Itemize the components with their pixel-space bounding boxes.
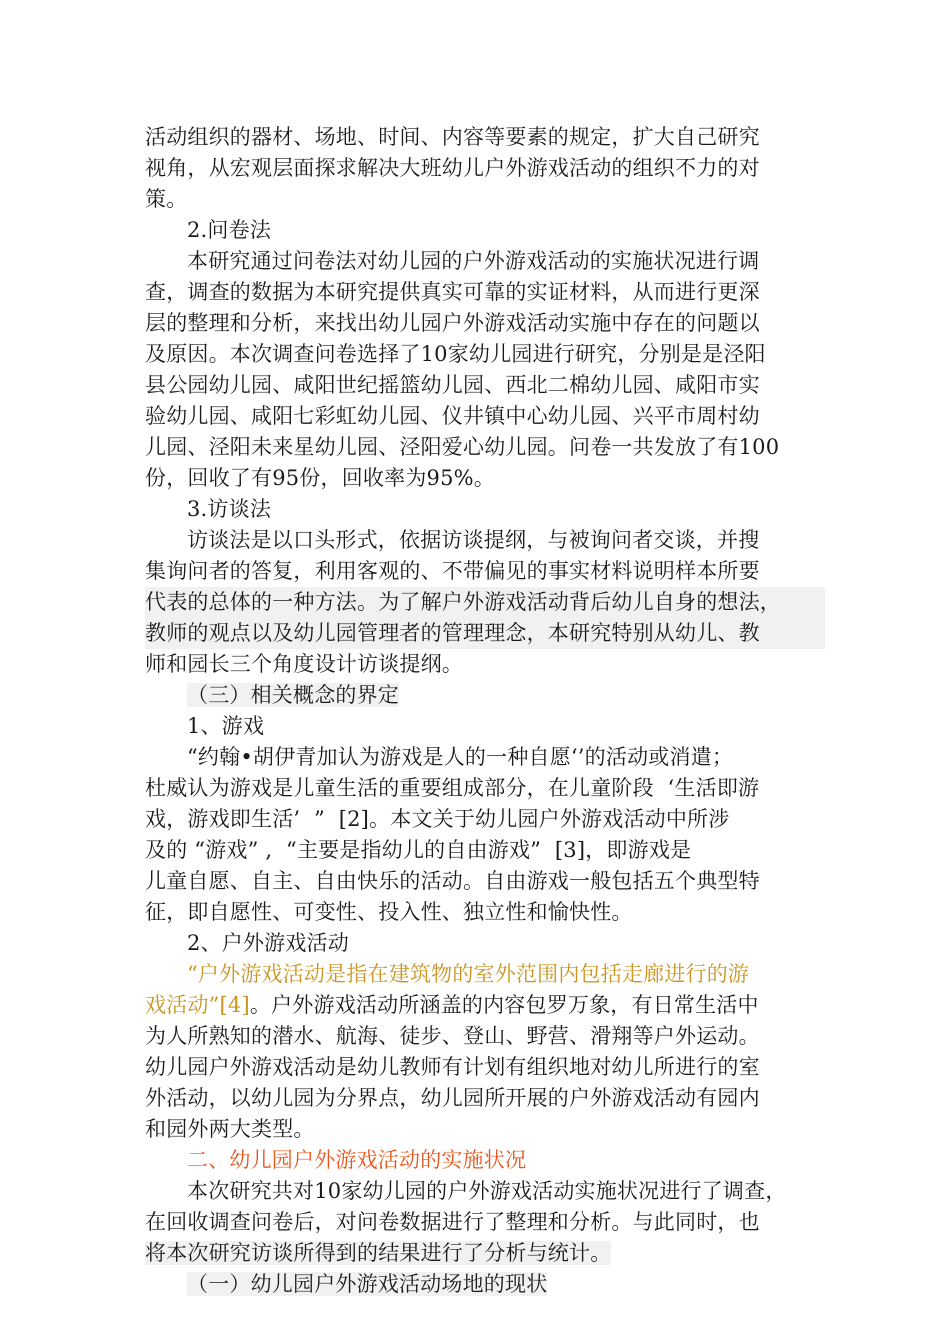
paragraph-line: 教师的观点以及幼儿园管理者的管理理念，本研究特别从幼儿、教 [145, 618, 825, 649]
subheading-venue [145, 1269, 825, 1300]
paragraph-line: 外活动，以幼儿园为分界点，幼儿园所开展的户外游戏活动有园内 [145, 1086, 760, 1110]
paragraph-line: 策。 [145, 187, 188, 211]
paragraph-line: “约翰•胡伊青加认为游戏是人的一种自愿‘’的活动或消遣； [187, 745, 734, 769]
paragraph-line: 杜威认为游戏是儿童生活的重要组成部分，在儿童阶段 ‘生活即游 [145, 776, 760, 800]
paragraph-line: 县公园幼儿园、咸阳世纪摇篮幼儿园、西北二棉幼儿园、咸阳市实 [145, 373, 760, 397]
paragraph-line: 访谈法是以口头形式，依据访谈提纲，与被询问者交谈，并搜 [187, 528, 760, 552]
paragraph-line: 幼儿园户外游戏活动是幼儿教师有计划有组织地对幼儿所进行的室 [145, 1055, 760, 1079]
subheading-questionnaire: 2.问卷法 [187, 218, 272, 242]
paragraph-line: 验幼儿园、咸阳七彩虹幼儿园、仪井镇中心幼儿园、兴平市周村幼 [145, 404, 760, 428]
paragraph-continue: 。户外游戏活动所涵盖的内容包罗万象，有日常生活中 [249, 993, 759, 1017]
paragraph-line: 本次研究共对10家幼儿园的户外游戏活动实施状况进行了调查， [187, 1179, 787, 1203]
paragraph-line: 及的 “游戏” , “主要是指幼儿的自由游戏” [3]，即游戏是 [145, 838, 692, 862]
subheading-text: （三）相关概念的界定 [187, 683, 399, 707]
subheading-text: （一）幼儿园户外游戏活动场地的现状 [187, 1272, 548, 1296]
quote-end: 戏活动”[4] [145, 993, 250, 1017]
paragraph-line: 戏，游戏即生活’ ” [2]。本文关于幼儿园户外游戏活动中所涉 [145, 807, 730, 831]
paragraph-line: 集询问者的答复，利用客观的、不带偏见的事实材料说明样本所要 [145, 559, 760, 583]
paragraph-line: 查，调查的数据为本研究提供真实可靠的实证材料，从而进行更深 [145, 280, 760, 304]
paragraph-line: 和园外两大类型。 [145, 1117, 315, 1141]
paragraph-line: 代表的总体的一种方法。为了解户外游戏活动背后幼儿自身的想法， [145, 587, 825, 618]
paragraph-line: 在回收调查问卷后，对问卷数据进行了整理和分析。与此同时，也 [145, 1210, 760, 1234]
paragraph-line: 活动组织的器材、场地、时间、内容等要素的规定，扩大自己研究 [145, 125, 760, 149]
paragraph-line: 份，回收了有95份，回收率为95%。 [145, 466, 495, 490]
paragraph-line: 本研究通过问卷法对幼儿园的户外游戏活动的实施状况进行调 [187, 249, 760, 273]
section-heading: 二、幼儿园户外游戏活动的实施状况 [187, 1148, 527, 1172]
paragraph-line: 层的整理和分析，来找出幼儿园户外游戏活动实施中存在的问题以 [145, 311, 760, 335]
paragraph-line: 征，即自愿性、可变性、投入性、独立性和愉快性。 [145, 900, 633, 924]
subheading-interview: 3.访谈法 [187, 497, 272, 521]
subheading-concepts [145, 680, 825, 711]
paragraph-line: 及原因。本次调查问卷选择了10家幼儿园进行研究，分别是是泾阳 [145, 342, 766, 366]
quote-line: “户外游戏活动是指在建筑物的室外范围内包括走廊进行的游 [187, 962, 750, 986]
paragraph-line: 儿童自愿、自主、自由快乐的活动。自由游戏一般包括五个典型特 [145, 869, 760, 893]
paragraph-line: 师和园长三个角度设计访谈提纲。 [145, 652, 463, 676]
paragraph-line: 儿园、泾阳未来星幼儿园、泾阳爱心幼儿园。问卷一共发放了有100 [145, 435, 780, 459]
subheading-outdoor-game: 2、户外游戏活动 [187, 931, 349, 955]
body-text [145, 122, 825, 1300]
paragraph-line [145, 990, 825, 1021]
paragraph-line [145, 1238, 825, 1269]
subheading-game: 1、游戏 [187, 714, 265, 738]
paragraph-text: 将本次研究访谈所得到的结果进行了分析与统计。 [145, 1241, 612, 1265]
paragraph-line: 视角，从宏观层面探求解决大班幼儿户外游戏活动的组织不力的对 [145, 156, 760, 180]
paragraph-line: 为人所熟知的潜水、航海、徒步、登山、野营、滑翔等户外运动。 [145, 1024, 760, 1048]
